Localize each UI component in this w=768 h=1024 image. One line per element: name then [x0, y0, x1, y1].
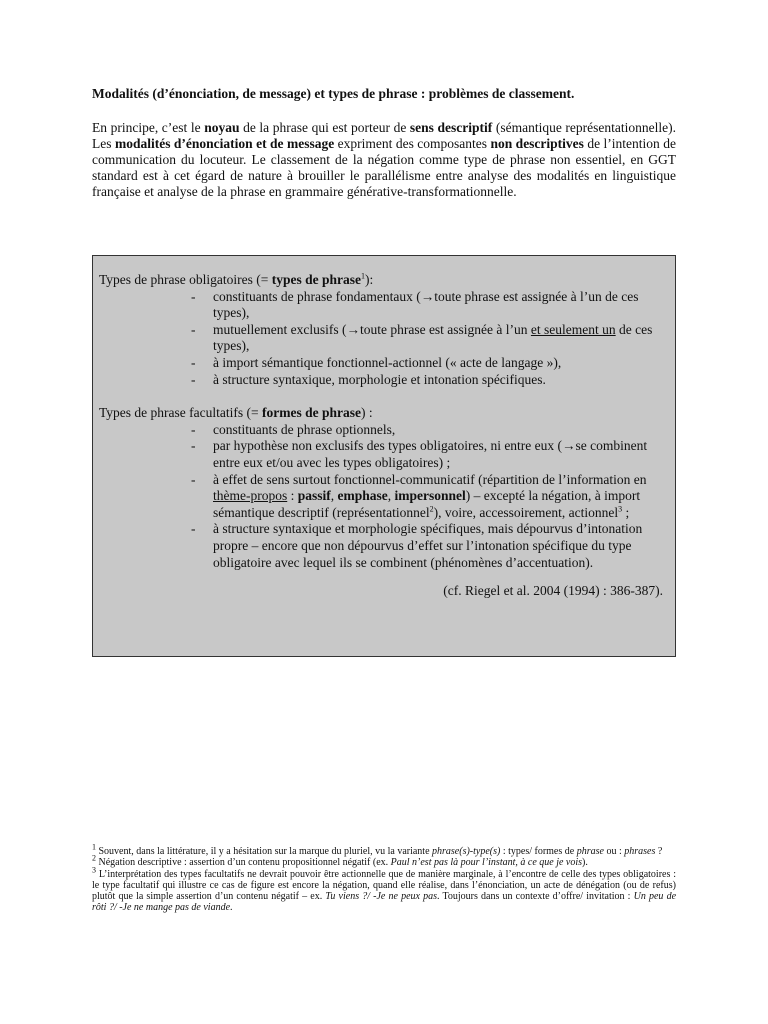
term-noyau: noyau — [204, 120, 240, 135]
footnote-text: : types/ formes de — [500, 846, 577, 857]
heading-text: Types de phrase facultatifs (= — [99, 405, 262, 421]
list-facultatifs — [99, 422, 669, 571]
intro-text: En principe, c’est le — [92, 120, 205, 135]
item-text: à import sémantique fonctionnel-actionnel (« acte de langage »), — [213, 354, 562, 370]
footnote-text: . — [230, 902, 233, 914]
item-text: à structure syntaxique, morphologie et intonation spécifiques. — [213, 371, 546, 387]
heading-text: Types de phrase obligatoires (= — [99, 272, 272, 287]
term-passif: passif — [297, 488, 331, 504]
list-obligatoires — [99, 289, 669, 389]
footnote-text: L’interprétation des types facultatifs ne devrait pouvoir être actionnelle que de manière marginale, à l’encontre de celle des types obligatoires : le type facultatif qui illustre ce cas de figure est encore la négation, quand elle réalise, dans l’énonciation, un acte de dénégation (ou de refus) plutôt que la simple assertion d’un contenu négatif – ex. — [92, 868, 676, 903]
footnote-number: 2 — [92, 853, 96, 863]
footnote-text: Souvent, dans la littérature, il y a hésitation sur la marque du pluriel, vu la variante — [96, 846, 433, 857]
footnotes — [92, 842, 677, 914]
item-text: ) – excepté la négation, à import sémantique descriptif (représentationnel — [213, 488, 641, 520]
item-text: par hypothèse non exclusifs des types obligatoires, ni entre eux (→se combinent entre eux et/ou avec les types obligatoires) ; — [213, 438, 648, 470]
list-item — [99, 438, 669, 471]
footnote-italic: Tu viens ?/ -Je ne peux pas — [325, 891, 438, 903]
dash-bullet: - — [191, 321, 196, 337]
list-item — [99, 372, 669, 389]
term-impersonnel: impersonnel — [394, 488, 466, 504]
footnote-number: 1 — [92, 842, 96, 852]
footnote-ref-1[interactable]: 1 — [361, 271, 366, 281]
list-item — [99, 355, 669, 372]
term-emphase: emphase — [337, 488, 388, 504]
term-types-de-phrase: types de phrase — [271, 272, 362, 287]
intro-paragraph — [92, 120, 676, 200]
dash-bullet: - — [191, 421, 196, 437]
term-modalites: modalités d’énonciation et de message — [114, 136, 335, 151]
intro-text: de la phrase qui est porteur de — [239, 120, 410, 135]
list-item — [99, 521, 669, 571]
item-text: constituants de phrase fondamentaux (→toute phrase est assignée à l’un de ces types), — [213, 288, 639, 321]
dash-bullet: - — [191, 471, 196, 487]
intro-text: de l’intention de communication du locuteur. Le classement de la négation comme type de phrase non essentiel, en GGT standard est à cet égard de nature à brouiller le parallélisme entre analyse des modalités en linguistique française et analyse de la phrase en grammaire générative-transformationnelle. — [92, 136, 676, 199]
footnote-italic: Un peu de rôti ?/ -Je ne mange pas de viande — [92, 891, 677, 914]
heading-text: ) : — [360, 405, 373, 421]
footnote-ref-2[interactable]: 2 — [429, 504, 434, 514]
citation: (cf. Riegel et al. 2004 (1994) : 386-387). — [443, 583, 663, 599]
section-heading-obligatoires — [99, 272, 669, 289]
dash-bullet: - — [191, 354, 196, 370]
list-item — [99, 422, 669, 439]
footnote-text: ou : — [603, 846, 625, 857]
item-text: à structure syntaxique et morphologie spécifiques, mais dépourvus d’intonation propre – encore que non dépourvus d’effet sur l’intonation spécifique du type obligatoire avec lequel ils se combinent (phénomènes d’accentuation). — [213, 521, 643, 570]
footnote-text: Négation descriptive : assertion d’un contenu propositionnel négatif (ex. — [96, 857, 391, 869]
dash-bullet: - — [191, 371, 196, 387]
section-heading-facultatifs — [99, 405, 669, 422]
item-text: , — [387, 488, 395, 504]
item-text: à effet de sens surtout fonctionnel-communicatif (répartition de l’information en — [213, 471, 647, 487]
dash-bullet: - — [191, 288, 196, 304]
item-text: mutuellement exclusifs (→toute phrase est assignée à l’un — [213, 321, 531, 337]
footnote-2 — [92, 853, 676, 869]
footnote-italic: phrase(s)-type(s) — [432, 846, 501, 857]
dash-bullet: - — [191, 521, 196, 537]
document-body — [92, 86, 676, 200]
item-text: ), voire, accessoirement, actionnel — [433, 504, 619, 520]
spacer — [99, 388, 669, 405]
footnote-1 — [92, 842, 676, 857]
list-item — [99, 289, 669, 322]
item-text: ; — [622, 504, 630, 520]
footnote-italic: phrase — [576, 846, 604, 857]
underlined-text: thème-propos — [213, 488, 288, 504]
footnote-number: 3 — [92, 865, 96, 875]
footnote-text: . Toujours dans un contexte d’offre/ invitation : — [437, 891, 634, 903]
intro-text: (sémantique représentationnelle). Les — [92, 120, 676, 151]
term-sens-descriptif: sens descriptif — [409, 120, 493, 135]
document-title: Modalités (d’énonciation, de message) et types de phrase : problèmes de classement. — [92, 86, 575, 101]
footnote-3 — [92, 865, 677, 914]
footnote-ref-3[interactable]: 3 — [618, 504, 623, 514]
footnote-text: ? — [655, 846, 663, 857]
intro-text: expriment des composantes — [334, 136, 491, 151]
heading-text: ): — [365, 272, 374, 287]
item-text: constituants de phrase optionnels, — [213, 421, 396, 437]
term-formes-de-phrase: formes de phrase — [261, 405, 361, 421]
item-text: de ces types), — [213, 321, 653, 354]
list-item — [99, 472, 669, 522]
term-non-descriptives: non descriptives — [490, 136, 584, 151]
item-text: : — [287, 488, 298, 504]
list-item — [99, 322, 669, 355]
summary-box — [92, 255, 676, 657]
underlined-text: et seulement un — [530, 321, 616, 337]
dash-bullet: - — [191, 438, 196, 454]
item-text: , — [330, 488, 338, 504]
footnote-italic: Paul n’est pas là pour l’instant, à ce que je vois — [390, 857, 583, 869]
footnote-italic: phrases — [624, 846, 656, 857]
footnote-text: ). — [582, 857, 588, 869]
